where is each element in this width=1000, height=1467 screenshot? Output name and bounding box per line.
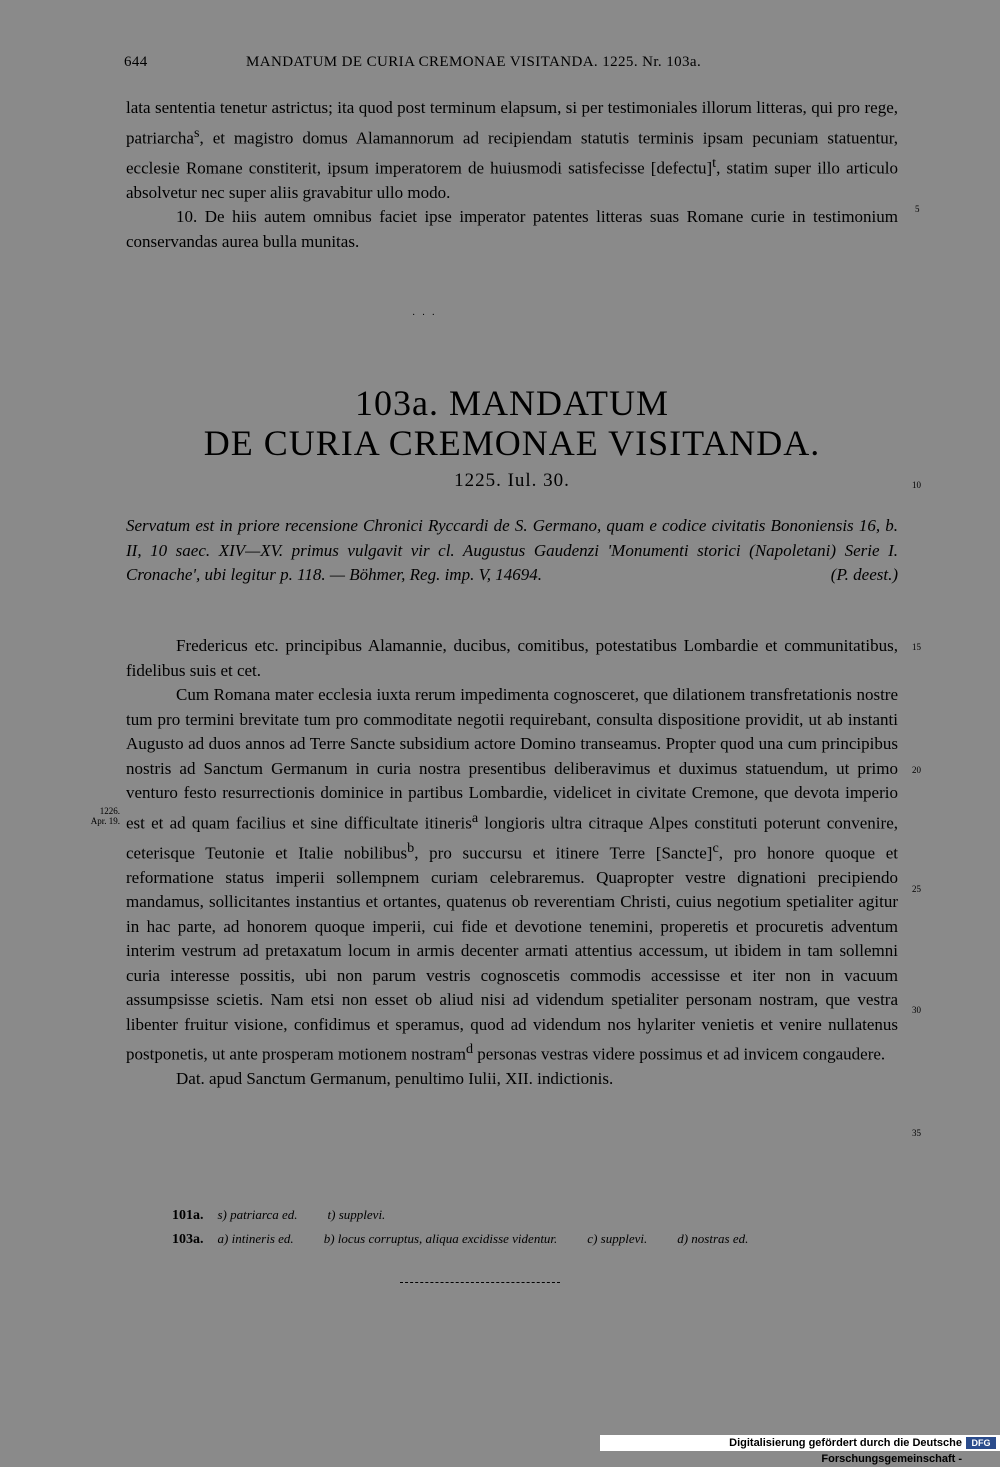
- line-number: 5: [915, 204, 920, 214]
- line-number: 20: [912, 765, 921, 775]
- paragraph-10: 10. De hiis autem omnibus faciet ipse imperator patentes litteras suas Romane curie in testimonium conservandas aurea bulla munitas.: [126, 207, 898, 251]
- page-number: 644: [124, 54, 148, 70]
- doc-subtitle: DE CURIA CREMONAE VISITANDA.: [203, 423, 821, 463]
- main-text: [126, 634, 898, 1092]
- footnotes-101a: 101a. s) patriarca ed. t) supplevi.: [172, 1207, 386, 1223]
- top-text: lata sententia tenetur astrictus; ita quod post terminum elapsum, si per testimoniales illorum litteras, qui pro rege, patriarcha$^s$, et magistro domus Alamannorum ad recipiendam statutis terminis ipsam pecuniam statuentur, ecclesie Romane constiterit, ipsum imperatorem de huiusmodi satisfecisse [defectu]$^t$, statim super illo articulo absolvetur nec super aliis gravabitur ullo modo. 10. De hiis autem omnibus faciet ipse imperator patentes litteras suas Romane curie in testimonium conservandas aurea bulla munitas.: [126, 96, 898, 254]
- running-title: MANDATUM DE CURIA CREMONAE VISITANDA. 1225. Nr. 103a.: [246, 54, 702, 70]
- dfg-credit: Digitalisierung gefördert durch die Deutsche Forschungsgemeinschaft -: [600, 1435, 1000, 1451]
- doc-date: 1225. Iul. 30.: [454, 470, 570, 491]
- line-number: 30: [912, 1005, 921, 1015]
- end-rule: [400, 1282, 560, 1283]
- dating-clause: Dat. apud Sanctum Germanum, penultimo Iulii, XII. indictionis.: [176, 1069, 614, 1089]
- dfg-logo: DFG: [966, 1437, 996, 1449]
- main-paragraph: Cum Romana mater ecclesia iuxta rerum impedimenta cognosceret, que dilationem transfretationis nostre tum pro termini brevitate tum pro commoditate negotii requirebant, consulta dispositione providit, ut ab instanti Augusto ad duos annos ad Terre Sancte subsidium actore Domino transeamus. Propter quod una cum principibus nostris ad Sanctum Germanum in curia nostra presentibus deliberavimus et duximus statuendum, ut primo venturo festo resurrectionis dominice in partibus Lombardie, videlicet in civitate Cremone, que devota imperio est et ad quam facilius et sine difficultate itineris$^a$ longioris ultra citraque Alpes constituti poterunt convenire, ceterisque Teutonie et Italie nobilibus$^b$, pro succursu et itinere Terre [Sancte]$^c$, pro honore quoque et reformatione status imperii sollempnem curiam celebraremus. Quapropter vestre dignationi precipiendo mandamus, sollicitantes instantius et ortantes, quatenus ob reverentiam Christi, cuius negotium spetialiter agitur in hac parte, ad honorem quoque imperii, cui fide et devotione tenemini, properetis et procuretis adventum interim vestrum ad pretaxatum locum in armis decenter armati attentius accessum, ut ibidem in tam sollemni curia interesse possitis, ubi non parum vestris cognoscetis commodis accessisse et iter non in vacuum assumpsisse scietis. Nam etsi non esset ob aliud nisi ad videndum spetialiter personam nostram, que vestra libenter fruitur visione, confidimus et speramus, quod ad videndum nos hylariter venietis et venire nullatenus postponetis, ut ante prosperam motionem nostram$^d$ personas vestras videre possimus et ad invicem congaudere.: [126, 685, 898, 1064]
- p-deest: (P. deest.): [830, 565, 898, 584]
- line-number: 10: [912, 480, 921, 490]
- footnotes-103a: 103a. a) intineris ed. b) locus corruptus, aliqua excidisse videntur. c) supplevi. d) nostras ed.: [172, 1231, 749, 1247]
- intro-note: Servatum est in priore recensione Chronici Ryccardi de S. Germano, quam e codice civitatis Bononiensis 16, b. II, 10 saec. XIV—XV. primus vulgavit vir cl. Augustus Gaudenzi 'Monumenti storici (Napoletani) Serie I. Cronache', ubi legitur p. 118. — Böhmer, Reg. imp. V, 14694. (P. deest.): [126, 514, 898, 588]
- line-number: 35: [912, 1128, 921, 1138]
- margin-date: 1226. Apr. 19.: [90, 806, 120, 826]
- doc-title: 103a. MANDATUM: [355, 383, 669, 423]
- line-number: 25: [912, 884, 921, 894]
- line-number: 15: [912, 642, 921, 652]
- ornament-dots: · · ·: [412, 310, 437, 321]
- salutation: Fredericus etc. principibus Alamannie, ducibus, comitibus, potestatibus Lombardie et communitatibus, fidelibus suis et cet.: [126, 636, 898, 680]
